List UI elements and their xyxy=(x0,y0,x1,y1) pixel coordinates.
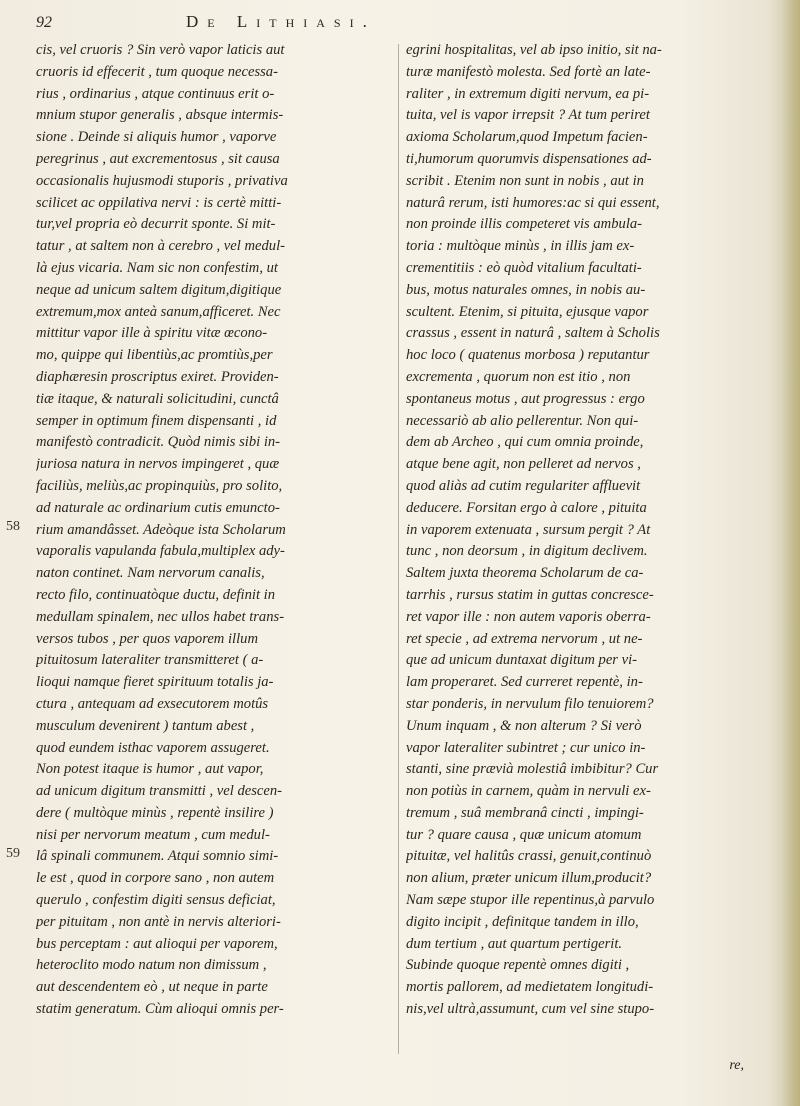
text-line: statim generatum. Cùm alioqui omnis per- xyxy=(36,1001,284,1018)
text-line: manifestò contradicit. Quòd nimis sibi in- xyxy=(36,434,281,451)
text-line: mo, quippe qui libentiùs,ac promtiùs,per xyxy=(36,347,273,364)
text-line: medullam spinalem, nec ullos habet trans- xyxy=(36,608,285,625)
text-line: mnium stupor generalis , absque intermis- xyxy=(36,107,284,124)
text-line: tatur , at saltem non à cerebro , vel medul- xyxy=(36,238,285,255)
text-line: quod eundem isthac vaporem assugeret. xyxy=(36,739,270,756)
text-line: cis, vel cruoris ? Sin verò vapor laticis aut xyxy=(36,42,285,58)
text-line: vapor lateraliter subintret ; cur unico in- xyxy=(406,739,646,756)
text-line: occasionalis hujusmodi stuporis , privativa xyxy=(36,172,288,189)
text-line: pituitosum lateraliter transmitteret ( a- xyxy=(36,652,264,669)
text-line: recto filo, continuatòque ductu, definit in xyxy=(36,586,276,603)
text-line: extremum,mox anteà sanum,afficeret. Nec xyxy=(36,303,281,320)
text-line: tremum , suâ membranâ cincti , impingi- xyxy=(406,804,644,821)
text-line: crementitiis : eò quòd vitalium facultati- xyxy=(406,259,642,276)
page-header xyxy=(36,12,758,36)
margin-line-number: 58 xyxy=(6,519,20,534)
running-title: De Lithiasi. xyxy=(186,12,376,31)
page-edge-stain xyxy=(782,0,800,1106)
text-line: naturâ rerum, isti humores:ac si qui essent, xyxy=(406,194,660,211)
text-line: sione . Deinde si aliquis humor , vaporve xyxy=(36,129,277,146)
text-line: Nam sæpe stupor ille repentinus,à parvulo xyxy=(406,892,655,909)
text-line: dem ab Archeo , qui cum omnia proinde, xyxy=(406,434,644,451)
text-line: dere ( multòque minùs , repentè insilire ) xyxy=(36,804,274,821)
text-line: scilicet ac oppilativa nervi : is certè mitti- xyxy=(36,194,282,211)
text-line: atque bene agit, non pelleret ad nervos , xyxy=(406,456,641,473)
text-line: non proinde illis competeret vis ambula- xyxy=(406,216,643,233)
text-line: crassus , essent in naturâ , saltem à Scholis xyxy=(406,325,660,342)
text-line: Non potest itaque is humor , aut vapor, xyxy=(36,761,264,778)
text-line: tur ? quare causa , quæ unicum atomum xyxy=(406,826,642,843)
text-line: raliter , in extremum digiti nervum, ea pi- xyxy=(406,85,650,102)
text-line: ad naturale ac ordinarium cutis emuncto- xyxy=(36,499,280,516)
text-line: spontaneus motus , aut progressus : ergo xyxy=(406,390,645,407)
text-line: là ejus vicaria. Nam sic non confestim, ut xyxy=(36,259,278,276)
text-line: star ponderis, in nervulum filo tenuiorem? xyxy=(406,695,654,712)
text-line: cruoris id effecerit , tum quoque necessa- xyxy=(36,63,278,80)
text-line: vaporalis vapulanda fabula,multiplex ady- xyxy=(36,543,285,560)
text-line: non potiùs in carnem, quàm in nervuli ex- xyxy=(406,783,651,800)
text-line: quod aliàs ad cutim regulariter affluevit xyxy=(406,477,641,494)
text-line: egrini hospitalitas, vel ab ipso initio, sit na- xyxy=(406,42,662,58)
text-line: scribit . Etenim non sunt in nobis , aut in xyxy=(406,172,644,189)
text-line: stanti, sine prævià molestiâ imbibitur? Cur xyxy=(406,761,659,778)
text-line: neque ad unicum saltem digitum,digitique xyxy=(36,281,282,298)
text-line: bus, motus naturales omnes, in nobis au- xyxy=(406,281,646,298)
text-line: lioqui namque fieret spirituum totalis ja- xyxy=(36,674,274,691)
text-line: le est , quod in corpore sano , non autem xyxy=(36,870,275,887)
text-line: ti,humorum quorumvis dispensationes ad- xyxy=(406,150,652,167)
text-line: turæ manifestò molesta. Sed fortè an late- xyxy=(406,63,651,80)
catchword: re, xyxy=(729,1058,744,1073)
text-line: pituitæ, vel halitûs crassi, genuit,continuò xyxy=(406,848,652,865)
text-line: ret vapor ille : non autem vaporis oberra- xyxy=(406,608,651,625)
text-line: excrementa , quorum non est itio , non xyxy=(406,368,631,385)
text-line: axioma Scholarum,quod Impetum facien- xyxy=(406,129,648,146)
text-line: Subinde quoque repentè omnes digiti , xyxy=(406,957,630,974)
text-line: bus perceptam : aut alioqui per vaporem, xyxy=(36,935,278,952)
text-line: lâ spinali communem. Atqui somnio simi- xyxy=(36,848,279,865)
text-line: rius , ordinarius , atque continuus erit o- xyxy=(36,85,275,102)
text-line: toria : multòque minùs , in illis jam ex- xyxy=(406,238,635,255)
text-line: dum tertium , aut quartum pertigerit. xyxy=(406,935,623,952)
text-line: in vaporem extenuata , sursum pergit ? At xyxy=(406,521,651,538)
text-line: querulo , confestim digiti sensus deficiat, xyxy=(36,892,276,909)
text-line: mortis pallorem, ad medietatem longitudi- xyxy=(406,979,654,996)
text-line: nisi per nervorum meatum , cum medul- xyxy=(36,826,270,843)
left-text-column xyxy=(36,40,388,1021)
text-line: naton continet. Nam nervorum canalis, xyxy=(36,565,265,582)
text-line: lam properaret. Sed curreret repentè, in- xyxy=(406,674,643,691)
text-line: deducere. Forsitan ergo à calore , pituita xyxy=(406,499,647,516)
margin-line-number: 59 xyxy=(6,846,20,861)
text-line: Saltem juxta theorema Scholarum de ca- xyxy=(406,565,644,582)
text-line: nis,vel ultrà,assumunt, cum vel sine stupo- xyxy=(406,1001,655,1018)
text-line: digito incipit , definitque tandem in illo, xyxy=(406,913,639,930)
text-line: diaphæresin proscriptus exiret. Providen- xyxy=(36,368,279,385)
text-line: tunc , non deorsum , in digitum declivem. xyxy=(406,543,648,560)
text-line: peregrinus , aut excrementosus , sit causa xyxy=(36,150,280,167)
text-line: tur,vel propria eò decurrit sponte. Si mit- xyxy=(36,216,276,233)
text-line: tiæ itaque, & naturali solicitudini, cunctâ xyxy=(36,390,279,407)
text-line: mittitur vapor ille à spiritu vitæ œcono- xyxy=(36,325,268,342)
text-line: non alium, præter unicum illum,producit? xyxy=(406,870,652,887)
text-line: tuita, vel is vapor irrepsit ? At tum periret xyxy=(406,107,650,124)
text-line: musculum devenirent ) tantum abest , xyxy=(36,717,255,734)
text-line: ret specie , ad extrema nervorum , ut ne- xyxy=(406,630,643,647)
text-line: juriosa natura in nervos impingeret , quæ xyxy=(36,456,280,473)
text-line: heteroclito modo natum non dimissum , xyxy=(36,957,267,974)
text-line: rium amandâsset. Adeòque ista Scholarum xyxy=(36,521,286,538)
text-line: ad unicum digitum transmitti , vel descen- xyxy=(36,783,283,800)
page-number: 92 xyxy=(36,14,52,31)
text-line: necessariò ab alio pellerentur. Non qui- xyxy=(406,412,639,429)
text-line: semper in optimum finem dispensanti , id xyxy=(36,412,277,429)
text-line: scultent. Etenim, si pituita, ejusque vapor xyxy=(406,303,649,320)
text-line: ctura , antequam ad exsecutorem motûs xyxy=(36,695,269,712)
text-line: faciliùs, meliùs,ac propinquiùs, pro solito, xyxy=(36,477,283,494)
text-line: hoc loco ( quatenus morbosa ) reputantur xyxy=(406,347,650,364)
right-text-column xyxy=(406,40,758,1021)
text-line: per pituitam , non antè in nervis alteriori- xyxy=(36,913,281,930)
text-line: Unum inquam , & non alterum ? Si verò xyxy=(406,717,642,734)
text-line: versos tubos , per quos vaporem illum xyxy=(36,630,258,647)
text-line: aut descendentem eò , ut neque in parte xyxy=(36,979,268,996)
text-line: que ad unicum duntaxat digitum per vi- xyxy=(406,652,638,669)
column-divider xyxy=(398,44,399,1054)
text-line: tarrhis , rursus statim in guttas concresce- xyxy=(406,586,654,603)
